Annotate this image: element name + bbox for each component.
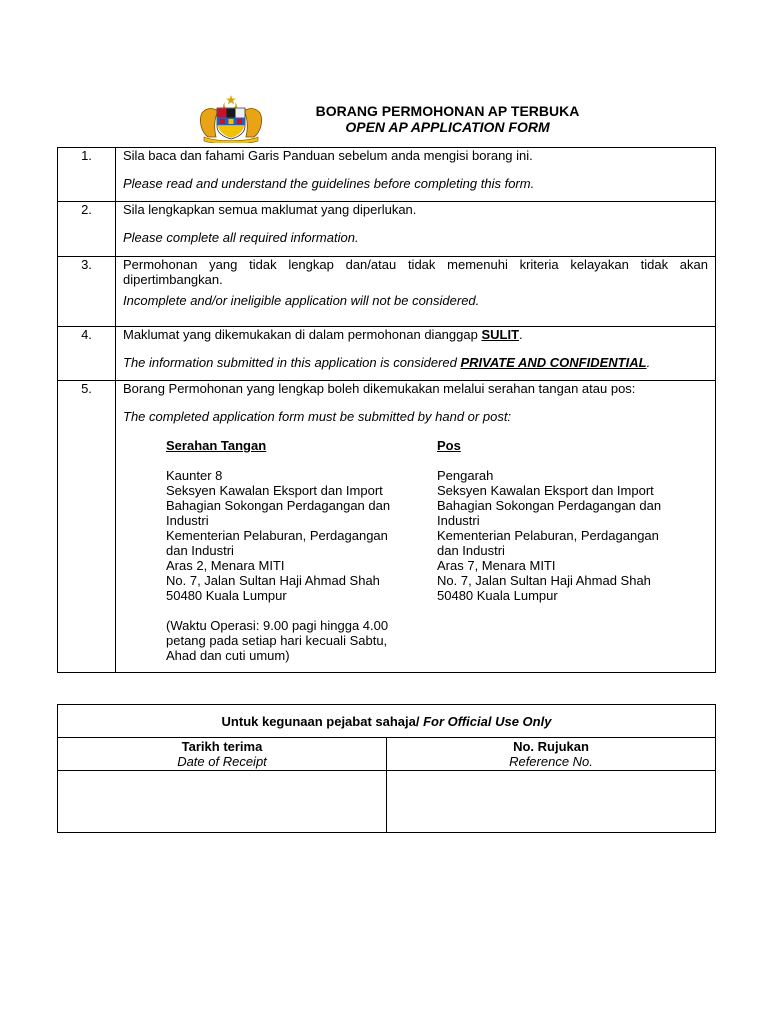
- instruction-number: 4.: [58, 327, 116, 381]
- official-use-table: [57, 704, 716, 833]
- address-line: Pengarah: [437, 468, 494, 483]
- instruction-english: Incomplete and/or ineligible application will not be considered.: [123, 293, 480, 308]
- address-line: Industri: [166, 513, 209, 528]
- instruction-malay: Sila lengkapkan semua maklumat yang diperlukan.: [123, 202, 417, 217]
- instruction-number: 5.: [58, 381, 116, 673]
- sulit-emphasis: SULIT: [481, 327, 520, 342]
- title-english: OPEN AP APPLICATION FORM: [345, 119, 550, 135]
- address-line: Bahagian Sokongan Perdagangan dan: [166, 498, 391, 513]
- instruction-malay: Permohonan yang tidak lengkap dan/atau tidak memenuhi kriteria kelayakan tidak akan dipertimbangkan.: [123, 257, 708, 287]
- instruction-english: Please read and understand the guidelines before completing this form.: [123, 176, 535, 191]
- address-line: No. 7, Jalan Sultan Haji Ahmad Shah: [437, 573, 651, 588]
- instruction-row: [58, 148, 716, 202]
- operating-hours-line: (Waktu Operasi: 9.00 pagi hingga 4.00: [166, 618, 389, 633]
- instruction-malay: Borang Permohonan yang lengkap boleh dikemukakan melalui serahan tangan atau pos:: [123, 381, 636, 396]
- address-line: Kementerian Pelaburan, Perdagangan: [166, 528, 388, 543]
- instruction-row: [58, 257, 716, 327]
- post-heading: Pos: [437, 438, 461, 453]
- date-of-receipt-label: Tarikh terima Date of Receipt: [58, 738, 387, 771]
- address-line: 50480 Kuala Lumpur: [166, 588, 287, 603]
- instruction-english: Please complete all required information.: [123, 230, 359, 245]
- instruction-english: The information submitted in this application is considered PRIVATE AND CONFIDENTIAL.: [123, 355, 651, 370]
- instruction-number: 1.: [58, 148, 116, 202]
- address-line: No. 7, Jalan Sultan Haji Ahmad Shah: [166, 573, 380, 588]
- address-line: dan Industri: [437, 543, 505, 558]
- address-line: Bahagian Sokongan Perdagangan dan: [437, 498, 662, 513]
- instruction-row: [58, 381, 716, 673]
- reference-no-label: No. Rujukan Reference No.: [387, 738, 716, 771]
- address-line: 50480 Kuala Lumpur: [437, 588, 558, 603]
- hand-delivery-heading: Serahan Tangan: [166, 438, 267, 453]
- hand-delivery-address: [166, 438, 437, 663]
- address-line: dan Industri: [166, 543, 234, 558]
- address-line: Kementerian Pelaburan, Perdagangan: [437, 528, 659, 543]
- operating-hours-line: petang pada setiap hari kecuali Sabtu,: [166, 633, 388, 648]
- address-line: Aras 7, Menara MITI: [437, 558, 556, 573]
- address-line: Aras 2, Menara MITI: [166, 558, 285, 573]
- instruction-malay: Sila baca dan fahami Garis Panduan sebelum anda mengisi borang ini.: [123, 148, 533, 163]
- instruction-number: 3.: [58, 257, 116, 327]
- instructions-table: [57, 147, 716, 673]
- instruction-english: The completed application form must be submitted by hand or post:: [123, 409, 512, 424]
- address-line: Seksyen Kawalan Eksport dan Import: [437, 483, 654, 498]
- instruction-row: [58, 327, 716, 381]
- post-address: [437, 438, 708, 663]
- submission-addresses: [123, 438, 708, 663]
- official-use-heading: Untuk kegunaan pejabat sahaja/ For Official Use Only: [58, 705, 716, 738]
- confidential-emphasis: PRIVATE AND CONFIDENTIAL: [460, 355, 647, 370]
- date-of-receipt-field: [58, 771, 387, 833]
- instruction-malay: Maklumat yang dikemukakan di dalam permohonan dianggap SULIT.: [123, 327, 523, 342]
- operating-hours-line: Ahad dan cuti umum): [166, 648, 290, 663]
- reference-no-field: [387, 771, 716, 833]
- instruction-number: 2.: [58, 202, 116, 257]
- address-line: Seksyen Kawalan Eksport dan Import: [166, 483, 383, 498]
- title-malay: BORANG PERMOHONAN AP TERBUKA: [315, 103, 580, 119]
- address-line: Kaunter 8: [166, 468, 223, 483]
- form-title: [290, 103, 605, 135]
- address-line: Industri: [437, 513, 480, 528]
- instruction-row: [58, 202, 716, 257]
- coat-of-arms-icon: [196, 93, 266, 143]
